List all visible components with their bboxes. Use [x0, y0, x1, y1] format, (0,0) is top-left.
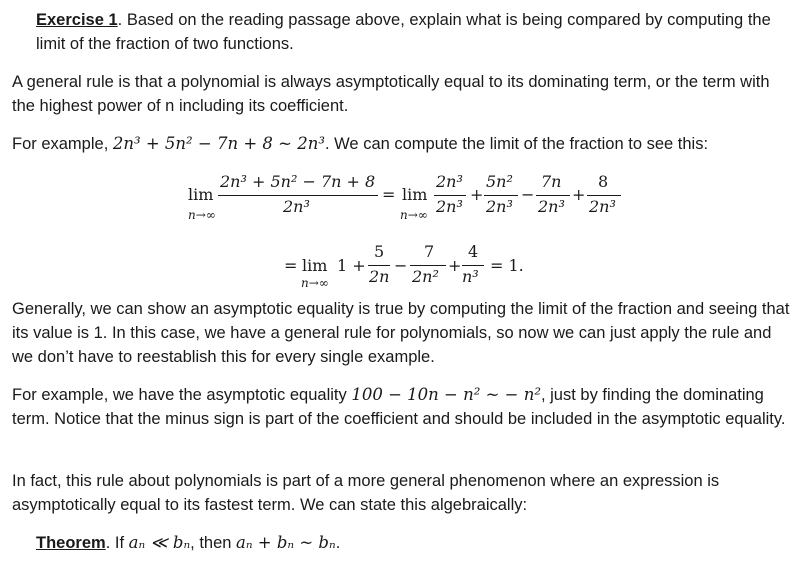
term4-denominator: 2n³: [589, 197, 616, 216]
frac2-numerator: 7: [424, 242, 435, 261]
term3-denominator: 2n³: [538, 197, 565, 216]
lim-subscript: n→∞: [188, 208, 216, 222]
frac3-bar: [462, 265, 484, 266]
lim-operator-2: lim: [402, 185, 428, 204]
lhs-fraction-bar: [218, 195, 378, 196]
minus-2: −: [394, 256, 408, 275]
exercise-block: [36, 8, 790, 56]
term3-numerator: 7n: [541, 172, 562, 191]
exercise-text: . Based on the reading passage above, explain what is being compared by computing the limit of the fraction of two functions.: [36, 11, 771, 53]
frac2-denominator: 2n²: [412, 267, 439, 286]
theorem-expr-1: aₙ ≪ bₙ: [128, 533, 191, 552]
inline-math-example-1: 2n³ + 5n² − 7n + 8 ~ 2n³: [112, 134, 325, 153]
theorem-expr-2: aₙ + bₙ ~ bₙ: [236, 533, 336, 552]
result: = 1.: [490, 256, 524, 275]
frac3-numerator: 4: [468, 242, 479, 261]
plus-3: +: [448, 256, 462, 275]
term2-denominator: 2n³: [486, 197, 513, 216]
plus-1: +: [470, 185, 484, 204]
paragraph-example-1: For example, 2n³ + 5n² − 7n + 8 ~ 2n³. We can compute the limit of the fraction to see this:: [12, 134, 709, 153]
theorem-block: Theorem. If aₙ ≪ bₙ, then aₙ + bₙ ~ bₙ.: [36, 533, 341, 552]
equals-sign-2: =: [284, 256, 298, 275]
lim-subscript-3: n→∞: [301, 276, 329, 290]
frac1-bar: [368, 265, 390, 266]
lhs-denominator: 2n³: [283, 197, 310, 216]
frac1-numerator: 5: [374, 242, 385, 261]
paragraph-general-rule: A general rule is that a polynomial is always asymptotically equal to its dominating term, or the term with the highest power of n including its coefficient.: [12, 73, 770, 115]
term4-numerator: 8: [598, 172, 609, 191]
minus-1: −: [521, 185, 535, 204]
paragraph-generally: Generally, we can show an asymptotic equality is true by computing the limit of the fraction and seeing that its value is 1. In this case, we have a general rule for polynomials, so now we can just apply the rule and we don’t have to reestablish this for every single example.: [12, 300, 790, 366]
term1-numerator: 2n³: [436, 172, 463, 191]
frac2-bar: [410, 265, 446, 266]
term2-bar: [484, 195, 518, 196]
term4-bar: [587, 195, 621, 196]
term3-bar: [536, 195, 570, 196]
term1-bar: [434, 195, 466, 196]
plus-2: +: [572, 185, 586, 204]
lim-subscript-2: n→∞: [400, 208, 428, 222]
equals-sign: =: [382, 185, 396, 204]
lhs-numerator: 2n³ + 5n² − 7n + 8: [220, 172, 376, 191]
exercise-label: Exercise 1: [36, 11, 118, 29]
term1-denominator: 2n³: [436, 197, 463, 216]
frac1-denominator: 2n: [369, 267, 390, 286]
theorem-label: Theorem: [36, 534, 106, 552]
paragraph-example-2: For example, we have the asymptotic equality 100 − 10n − n² ~ − n², just by finding the dominating term. Notice that the minus sign is part of the coefficient and should be included in the asymptotic equality.: [12, 385, 786, 428]
frac3-denominator: n³: [462, 267, 479, 286]
one-plus: 1 +: [337, 256, 366, 275]
lim-operator: lim: [188, 185, 214, 204]
paragraph-general-phenomenon: In fact, this rule about polynomials is part of a more general phenomenon where an expression is asymptotically equal to its fastest term. We can state this algebraically:: [12, 472, 720, 514]
term2-numerator: 5n²: [486, 172, 513, 191]
lim-operator-3: lim: [302, 256, 328, 275]
inline-math-example-2: 100 − 10n − n² ~ − n²: [351, 385, 541, 404]
